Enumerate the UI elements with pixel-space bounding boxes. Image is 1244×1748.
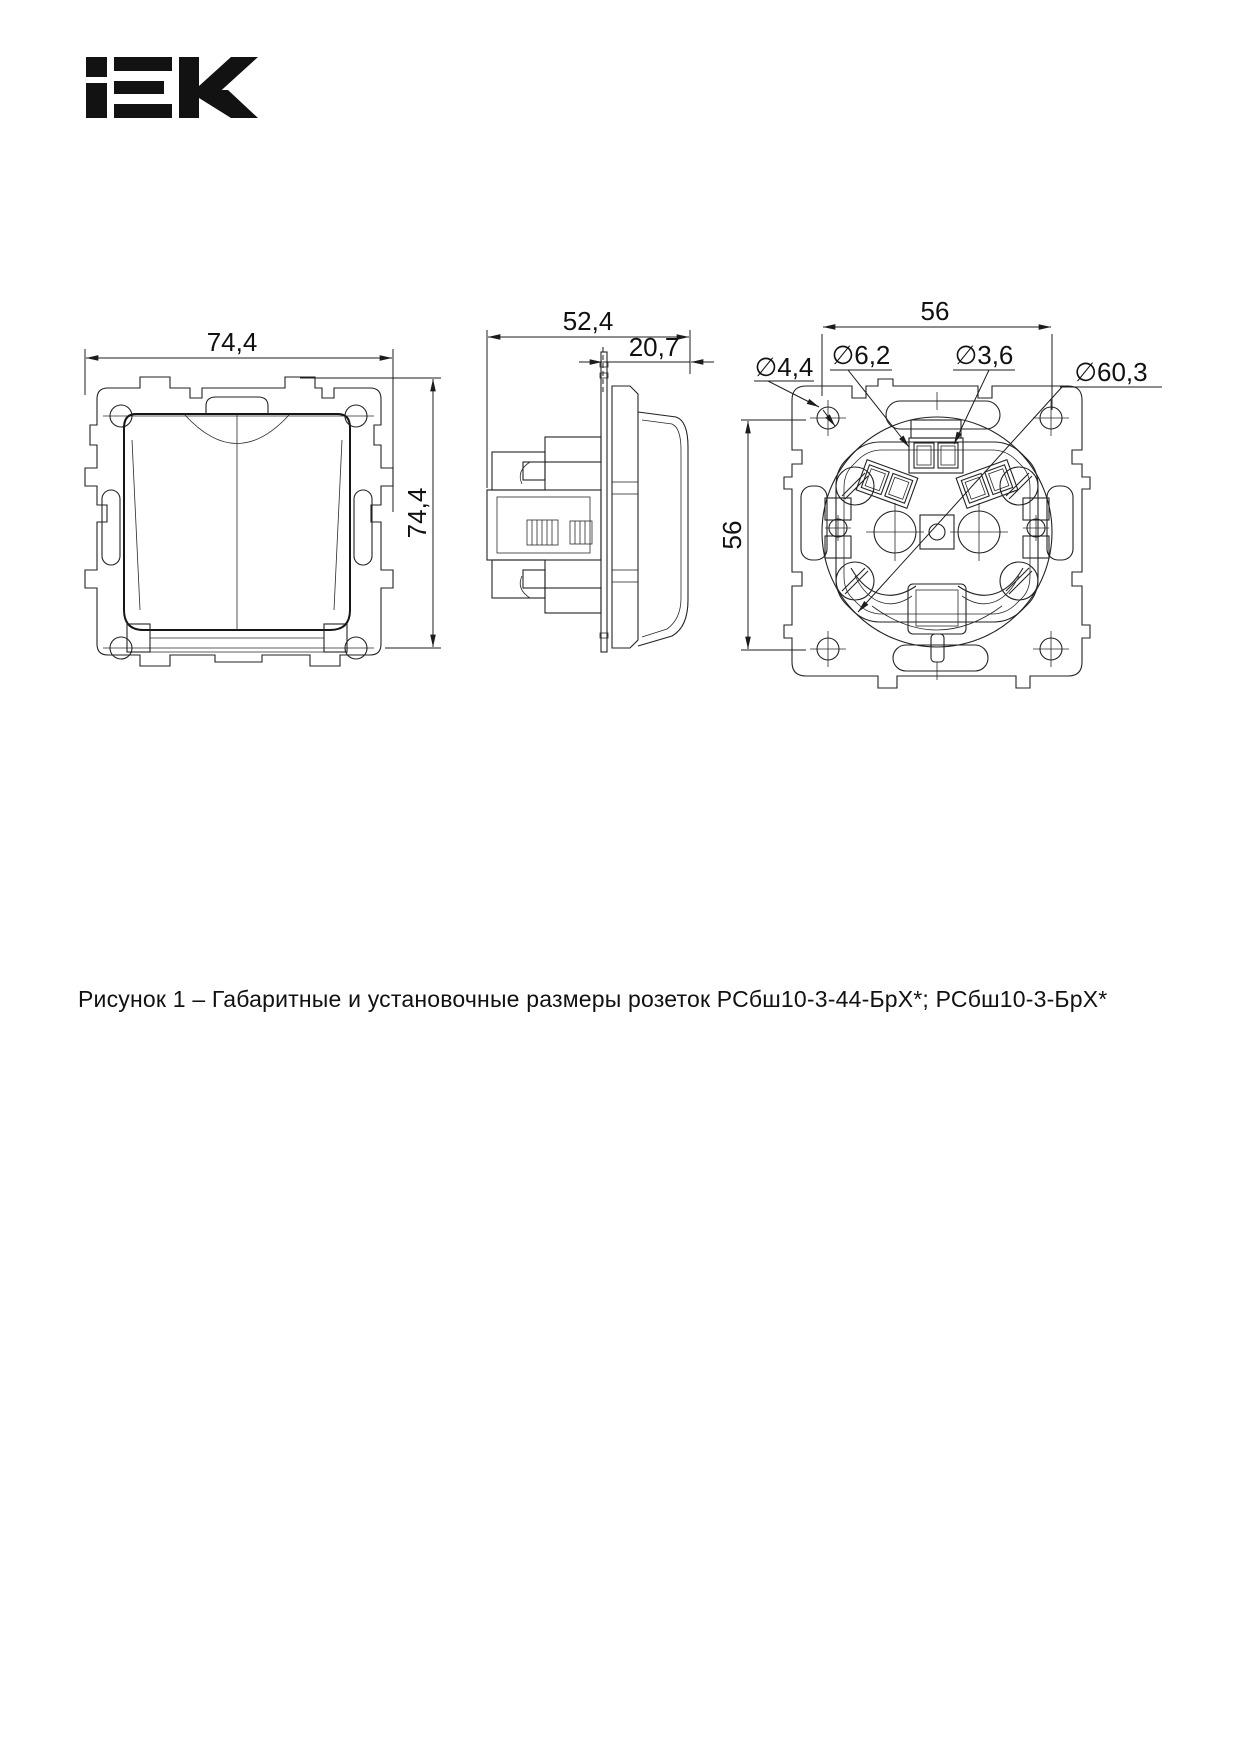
front-view xyxy=(85,377,393,666)
rear-center-screw-seat xyxy=(920,515,954,549)
front-view-dimensions xyxy=(85,327,441,648)
rear-left-claw xyxy=(801,486,851,560)
rear-top-terminal xyxy=(909,420,963,473)
side-view xyxy=(487,352,688,652)
front-height-dimension: 74,4 xyxy=(402,487,432,539)
rear-slotted-screws xyxy=(836,467,1038,600)
side-depth-dimension: 52,4 xyxy=(562,306,614,336)
rear-center-screw xyxy=(929,524,945,540)
front-right-clip xyxy=(354,490,372,565)
rear-bottom-block xyxy=(908,584,966,662)
box-circle-diameter-label: ∅60,3 xyxy=(1074,357,1148,387)
side-flange xyxy=(601,352,607,652)
logo-e-top-bar xyxy=(114,57,172,71)
rear-plate-outline xyxy=(784,379,1090,688)
rear-bottom-slot xyxy=(893,645,988,671)
rear-top-slot xyxy=(886,401,1000,429)
terminal-screw-large-label: ∅6,2 xyxy=(831,340,891,370)
logo-i-dot xyxy=(86,57,107,77)
front-width-dimension: 74,4 xyxy=(206,327,258,357)
logo-i-stem xyxy=(86,83,107,118)
front-left-clip xyxy=(102,490,120,565)
iek-logo xyxy=(86,57,258,118)
rear-right-claw xyxy=(1023,486,1073,560)
side-mechanism xyxy=(487,437,601,613)
logo-k-stem xyxy=(179,57,199,118)
rear-spreader-arms xyxy=(851,568,1023,630)
side-screw-threads xyxy=(527,520,592,545)
front-lid-latch xyxy=(206,397,268,414)
figure-caption: Рисунок 1 – Габаритные и установочные размеры розеток РСбш10-3-44-БрХ*; РСбш10-3-БрХ* xyxy=(78,986,1108,1012)
logo-e-mid-bar xyxy=(114,81,164,94)
rear-view xyxy=(784,379,1090,688)
logo-e-bottom-bar xyxy=(114,104,172,118)
side-cover xyxy=(612,386,688,648)
rear-right-terminal xyxy=(956,460,1018,509)
rear-span-vertical-dimension: 56 xyxy=(717,520,747,550)
rear-span-horizontal-dimension: 56 xyxy=(920,296,950,326)
terminal-screw-small-label: ∅3,6 xyxy=(954,340,1014,370)
logo-k-lower-arm xyxy=(199,90,258,118)
corner-hole-diameter-label: ∅4,4 xyxy=(754,352,814,382)
side-mechanism-depth-dimension: 20,7 xyxy=(628,332,680,362)
rear-box-circle xyxy=(822,417,1052,647)
